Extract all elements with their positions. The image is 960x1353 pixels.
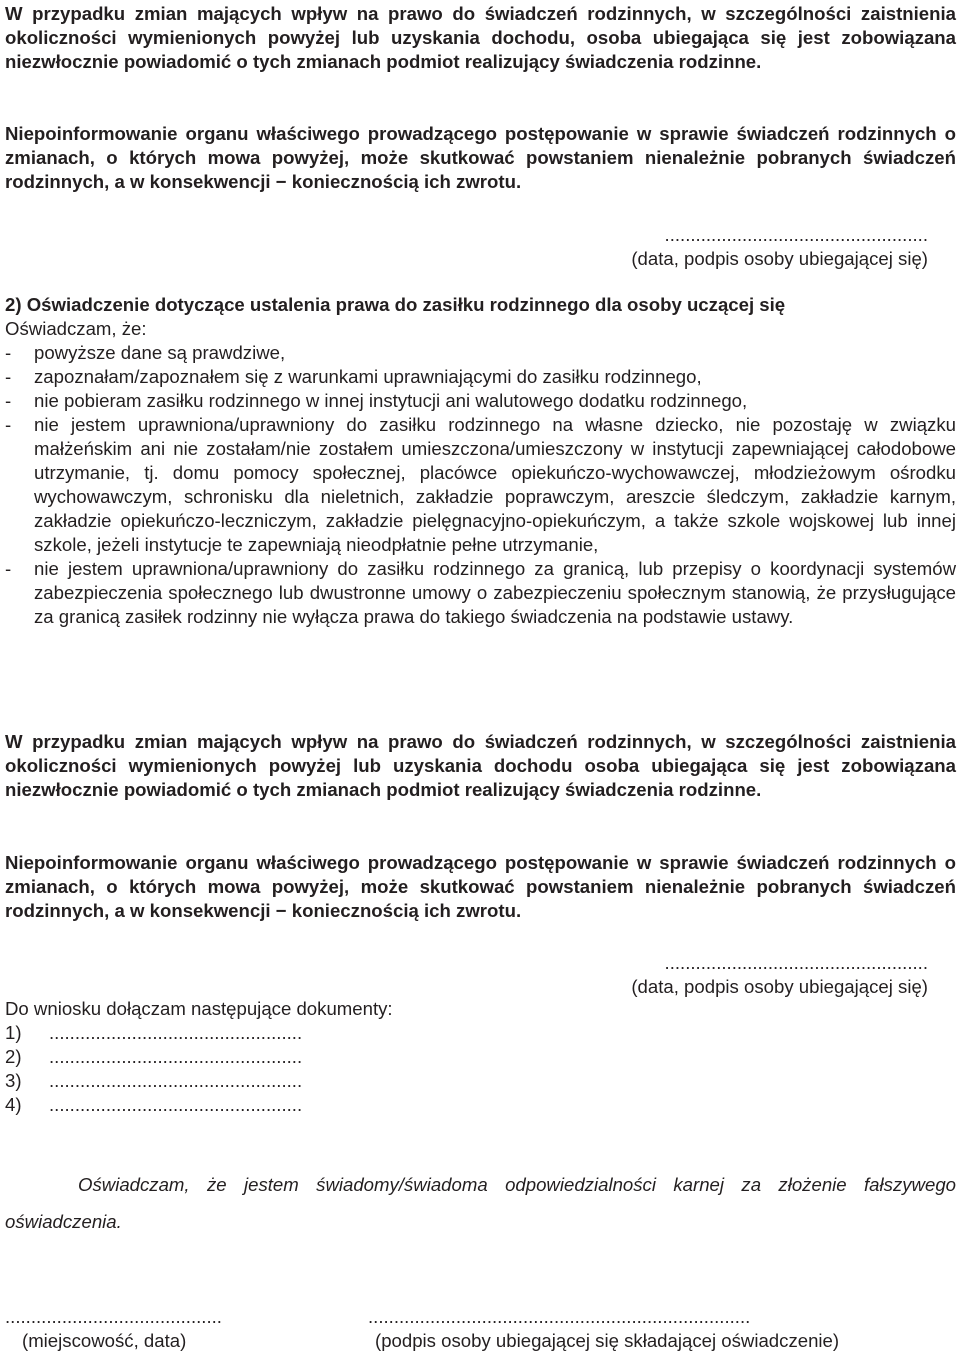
section-2-declarations — [5, 341, 956, 629]
place-date-signature — [5, 1305, 222, 1353]
list-item: - zapoznałam/zapoznałem się z warunkami uprawniającymi do zasiłku rodzinnego, — [5, 366, 702, 387]
applicant-signature-line: .......................................................................... — [368, 1306, 751, 1327]
notice-1-change-info: W przypadku zmian mających wpływ na prawo do świadczeń rodzinnych, w szczególności zaistnienia okoliczności wymienionych powyżej lub uzyskania dochodu, osoba ubiegająca się jest zobowiązana niezwłocznie powiadomić o tych zmianach podmiot realizujący świadczenia rodzinne. — [5, 3, 956, 72]
list-item: 3) ................................................. — [5, 1070, 303, 1091]
place-date-line: .......................................... — [5, 1306, 222, 1327]
list-item: - powyższe dane są prawdziwe, — [5, 342, 286, 363]
signature-block-1 — [631, 223, 928, 271]
attachments-list — [5, 1021, 956, 1117]
list-item: 4) ................................................. — [5, 1094, 303, 1115]
applicant-signature — [368, 1305, 839, 1353]
list-item: - nie jestem uprawniona/uprawniony do zasiłku rodzinnego na własne dziecko, nie pozostaję w związku małżeńskim ani nie zostałam/nie zostałem umieszczona/umieszczony w instytucji zapewniającej całodobowe utrzymanie, tj. domu pomocy społecznej, placówce opiekuńczo-wychowawczej, młodzieżowym ośrodku wychowawczym, schronisku dla nieletnich, zakładzie poprawczym, areszcie śledczym, zakładzie karnym, zakładzie opiekuńczo-leczniczym, zakładzie pielęgnacyjno-opiekuńczym, a także szkole wojskowej lub innej szkole, jeżeli instytucje te zapewniają nieodpłatnie pełne utrzymanie, — [5, 414, 956, 555]
place-date-caption: (miejscowość, data) — [22, 1330, 187, 1351]
notice-1-consequence-info: Niepoinformowanie organu właściwego prowadzącego postępowanie w sprawie świadczeń rodzinnych o zmianach, o których mowa powyżej, może skutkować powstaniem nienależnie pobranych świadczeń rodzinnych, a w konsekwencji − koniecznością ich zwrotu. — [5, 123, 956, 192]
list-item: 1) ................................................. — [5, 1022, 303, 1043]
attachments-heading: Do wniosku dołączam następujące dokumenty: — [5, 998, 393, 1019]
criminal-liability-declaration: Oświadczam, że jestem świadomy/świadoma odpowiedzialności karnej za złożenie fałszywego oświadczenia. — [5, 1174, 956, 1232]
signature-caption-1: (data, podpis osoby ubiegającej się) — [631, 248, 928, 269]
applicant-signature-caption: (podpis osoby ubiegającej się składającej oświadczenie) — [375, 1330, 840, 1351]
list-item: 2) ................................................. — [5, 1046, 303, 1067]
signature-line-1: ................................................... — [664, 224, 928, 245]
list-item: - nie pobieram zasiłku rodzinnego w innej instytucji ani walutowego dodatku rodzinnego, — [5, 390, 748, 411]
section-2-heading: 2) Oświadczenie dotyczące ustalenia prawa do zasiłku rodzinnego dla osoby uczącej się — [5, 294, 786, 315]
signature-block-2 — [631, 951, 928, 999]
notice-2-consequence-info: Niepoinformowanie organu właściwego prowadzącego postępowanie w sprawie świadczeń rodzinnych o zmianach, o których mowa powyżej, może skutkować powstaniem nienależnie pobranych świadczeń rodzinnych, a w konsekwencji − koniecznością ich zwrotu. — [5, 852, 956, 921]
notice-2-change-info: W przypadku zmian mających wpływ na prawo do świadczeń rodzinnych, w szczególności zaistnienia okoliczności wymienionych powyżej lub uzyskania dochodu osoba ubiegająca się jest zobowiązana niezwłocznie powiadomić o tych zmianach podmiot realizujący świadczenia rodzinne. — [5, 731, 956, 800]
section-2-intro: Oświadczam, że: — [5, 318, 147, 339]
list-item: - nie jestem uprawniona/uprawniony do zasiłku rodzinnego za granicą, lub przepisy o koordynacji systemów zabezpieczenia społecznego lub dwustronne umowy o zabezpieczeniu społecznym stanowią, że przysługujące za granicą zasiłek rodzinny nie wyłącza prawa do takiego świadczenia na podstawie ustawy. — [5, 558, 956, 627]
signature-caption-2: (data, podpis osoby ubiegającej się) — [631, 976, 928, 997]
signature-line-2: ................................................... — [664, 952, 928, 973]
